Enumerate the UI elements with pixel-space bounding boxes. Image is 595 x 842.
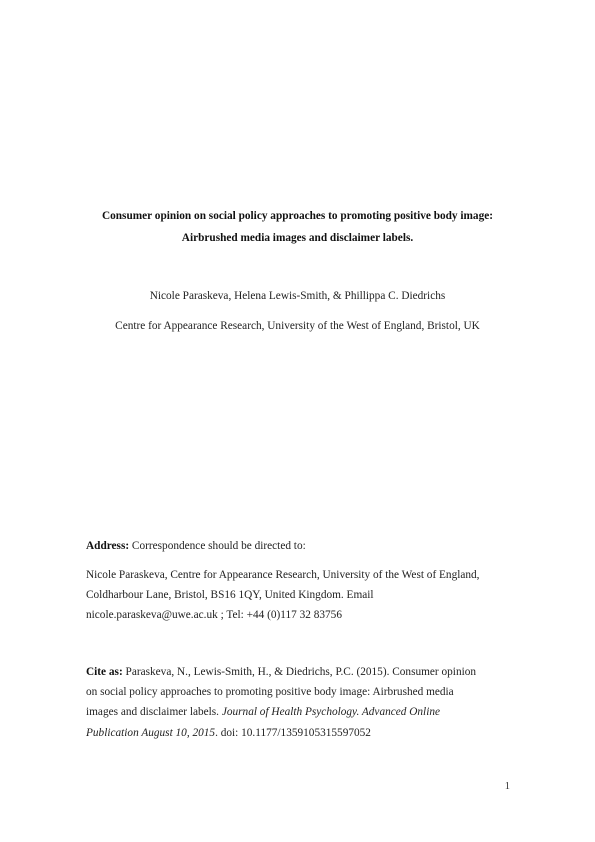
citation-section	[86, 662, 516, 743]
contact-line-1: Nicole Paraskeva, Centre for Appearance Research, University of the West of England,	[86, 569, 480, 581]
citation-publication-date: Publication August 10, 2015	[86, 726, 216, 739]
address-label: Address:	[86, 540, 130, 552]
address-line	[86, 536, 516, 556]
contact-details	[86, 565, 516, 626]
paper-title-line-2: Airbrushed media images and disclaimer labels.	[181, 232, 414, 244]
citation-line-1	[86, 662, 516, 682]
citation-label: Cite as:	[86, 666, 123, 678]
citation-journal: Journal of Health Psychology. Advanced Online	[221, 706, 440, 719]
citation-line-3-text: images and disclaimer labels.	[86, 706, 222, 719]
contact-line-2: Coldharbour Lane, Bristol, BS16 1QY, United Kingdom. Email	[86, 589, 374, 602]
paper-title	[0, 205, 595, 249]
citation-line-1-text: Paraskeva, N., Lewis-Smith, H., & Diedrichs, P.C. (2015). Consumer opinion	[122, 666, 477, 678]
citation-doi: . doi: 10.1177/1359105315597052	[215, 726, 371, 739]
address-section	[86, 536, 516, 556]
author-list: Nicole Paraskeva, Helena Lewis-Smith, & Phillippa C. Diedrichs	[149, 290, 446, 302]
citation-line-2: on social policy approaches to promoting positive body image: Airbrushed media	[86, 686, 454, 699]
author-affiliation: Centre for Appearance Research, University of the West of England, Bristol, UK	[115, 320, 480, 332]
citation-line-4	[86, 723, 516, 743]
paper-title-line-1: Consumer opinion on social policy approaches to promoting positive body image:	[101, 210, 494, 222]
contact-line-3: nicole.paraskeva@uwe.ac.uk ; Tel: +44 (0)117 32 83756	[86, 609, 342, 622]
page-number: 1	[504, 781, 510, 792]
address-text: Correspondence should be directed to:	[129, 540, 306, 552]
citation-line-3	[86, 702, 516, 722]
